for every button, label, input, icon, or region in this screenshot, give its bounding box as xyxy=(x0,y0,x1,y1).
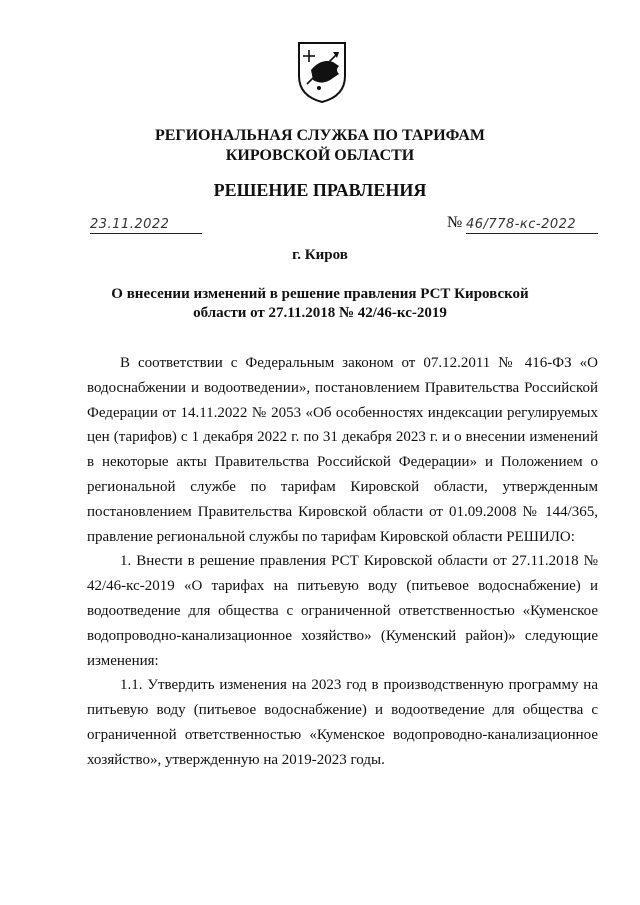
organization-name-line1: РЕГИОНАЛЬНАЯ СЛУЖБА ПО ТАРИФАМ xyxy=(154,127,486,144)
document-body xyxy=(87,351,598,773)
document-number: 46/778-кс-2022 xyxy=(466,217,598,234)
paragraph-preamble: В соответствии с Федеральным законом от 07.12.2011 № 416-ФЗ «О водоснабжении и водоотведении», постановлением Правительства Российской Федерации от 14.11.2022 № 2053 «Об особенностях индексации регулируемых цен (тарифов) с 1 декабря 2022 г. по 31 декабря 2023 г. и о внесении изменений в некоторые акты Правительства Российской Федерации» и Положением о региональной службе по тарифам Кировской области, утвержденным постановлением Правительства Кировской области от 01.09.2008 № 144/365, правление региональной службы по тарифам Кировской области РЕШИЛО: xyxy=(87,355,598,545)
document-subject xyxy=(110,285,530,323)
number-sign: № xyxy=(447,214,463,231)
document-date: 23.11.2022 xyxy=(90,217,202,234)
city: г. Киров xyxy=(292,247,348,263)
coat-of-arms-icon xyxy=(295,40,349,104)
document-type: РЕШЕНИЕ ПРАВЛЕНИЯ xyxy=(213,180,427,200)
organization-name-line2: КИРОВСКОЙ ОБЛАСТИ xyxy=(225,147,415,164)
paragraph-item-1-1: 1.1. Утвердить изменения на 2023 год в производственную программу на питьевую воду (питьевое водоснабжение) и водоотведение для общества с ограниченной ответственностью «Куменское водопроводно-канализационное хозяйство», утвержденную на 2019-2023 годы. xyxy=(87,677,598,768)
subject-line2: области от 27.11.2018 № 42/46-кс-2019 xyxy=(193,305,447,321)
paragraph-item-1: 1. Внести в решение правления РСТ Кировской области от 27.11.2018 № 42/46-кс-2019 «О тарифах на питьевую воду (питьевое водоснабжение) и водоотведение для общества с ограниченной ответственностью «Куменское водопроводно-канализационное хозяйство» (Куменский район)» следующие изменения: xyxy=(87,553,598,669)
subject-line1: О внесении изменений в решение правления РСТ Кировской xyxy=(111,286,529,302)
